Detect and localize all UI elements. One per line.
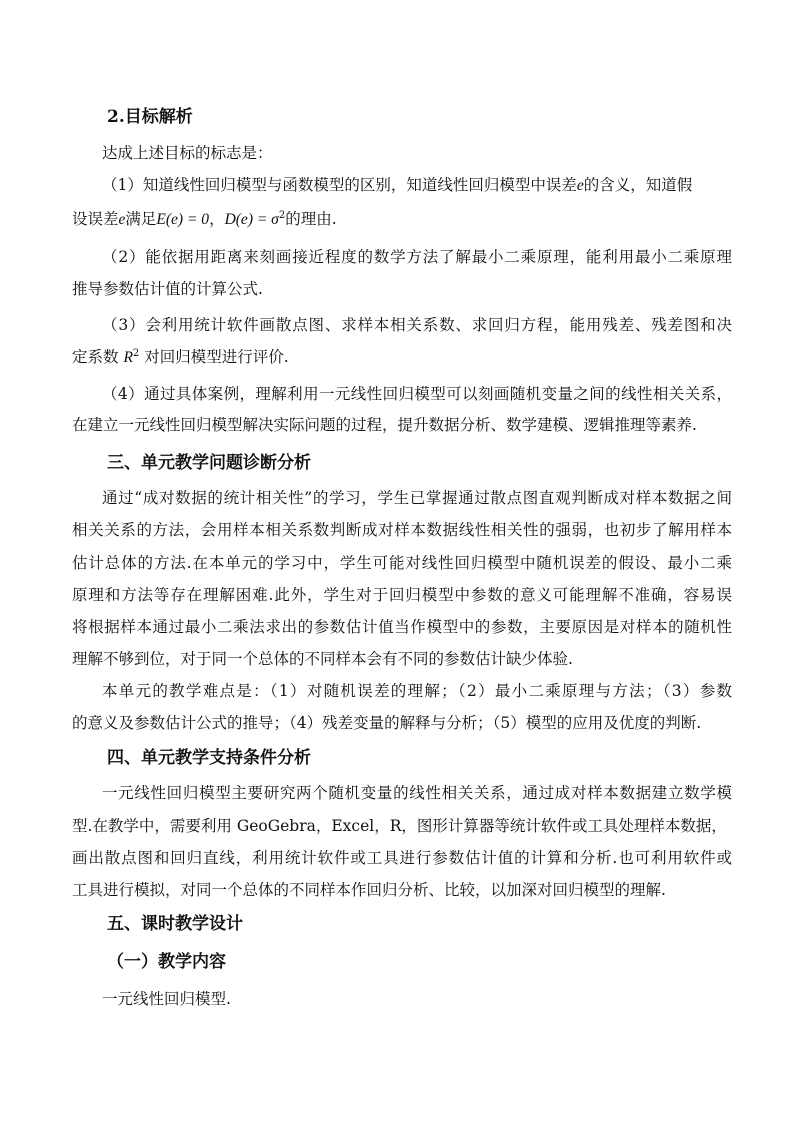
section-3-para-1-line-4: 原理和方法等存在理解困难.此外，学生对于回归模型中参数的意义可能理解不准确，容易误 bbox=[72, 586, 732, 604]
section-5-title: 五、课时教学设计 bbox=[107, 914, 243, 934]
math-superscript: 2 bbox=[278, 210, 286, 221]
math-r: R bbox=[123, 349, 133, 366]
section-3-para-1-line-2: 相关关系的方法，会用样本相关系数判断成对样本数据线性相关性的强弱，也初步了解用样本 bbox=[72, 521, 732, 539]
item-4-line-1: （4）通过具体案例，理解利用一元线性回归模型可以刻画随机变量之间的线性相关关系， bbox=[102, 385, 732, 403]
section-4-para-line-1: 一元线性回归模型主要研究两个随机变量的线性相关关系，通过成对样本数据建立数学模 bbox=[102, 784, 732, 802]
subsection-1-title: （一）教学内容 bbox=[107, 952, 226, 972]
section-3-para-2-line-2: 的意义及参数估计公式的推导；（4）残差变量的解释与分析；（5）模型的应用及优度的判断. bbox=[72, 714, 702, 732]
section-3-para-1-line-1: 通过“成对数据的统计相关性”的学习，学生已掌握通过散点图直观判断成对样本数据之间 bbox=[102, 489, 732, 507]
math-e: e bbox=[576, 177, 584, 194]
item-1-line-1: （1）知道线性回归模型与函数模型的区别，知道线性回归模型中误差e的含义，知道假 bbox=[102, 176, 693, 194]
section-3-para-1-line-5: 将根据样本通过最小二乘法求出的参数估计值当作模型中的参数，主要原因是对样本的随机性 bbox=[72, 618, 732, 636]
section-4-para-line-4: 工具进行模拟，对同一个总体的不同样本作回归分析、比较，以加深对回归模型的理解. bbox=[72, 881, 666, 899]
item-2-line-1: （2）能依据用距离来刻画接近程度的数学方法了解最小二乘原理，能利用最小二乘原理 bbox=[102, 248, 732, 266]
section-2-title: 2.目标解析 bbox=[107, 107, 193, 127]
section-3-para-1-line-3: 估计总体的方法.在本单元的学习中，学生可能对线性回归模型中随机误差的假设、最小二乘 bbox=[72, 554, 732, 572]
item-4-line-2: 在建立一元线性回归模型解决实际问题的过程，提升数据分析、数学建模、逻辑推理等素养. bbox=[72, 416, 697, 434]
section-4-title: 四、单元教学支持条件分析 bbox=[107, 748, 311, 768]
item-3-line-1: （3）会利用统计软件画散点图、求样本相关系数、求回归方程，能用残差、残差图和决 bbox=[102, 316, 732, 334]
section-3-para-1-line-6: 理解不够到位，对于同一个总体的不同样本会有不同的参数估计缺少体验. bbox=[72, 650, 573, 668]
section-3-title: 三、单元教学问题诊断分析 bbox=[107, 453, 311, 473]
section-4-para-line-2: 型.在教学中，需要利用 GeoGebra，Excel，R，图形计算器等统计软件或工具处理样本数据， bbox=[72, 817, 727, 835]
section-2-intro: 达成上述目标的标志是： bbox=[102, 144, 273, 162]
section-4-para-line-3: 画出散点图和回归直线，利用统计软件或工具进行参数估计值的计算和分析.也可利用软件或 bbox=[72, 849, 732, 867]
math-superscript: 2 bbox=[132, 348, 140, 359]
item-3-line-2: 定系数 $R^2$ 对回归模型进行评价. bbox=[72, 348, 289, 366]
item-2-line-2: 推导参数估计值的计算公式. bbox=[72, 280, 263, 298]
subsection-1-text: 一元线性回归模型. bbox=[102, 990, 231, 1008]
math-expectation: E(e) = 0 bbox=[156, 211, 210, 228]
math-e: e bbox=[118, 211, 126, 228]
item-1-line-2: 设误差e满足E(e) = 0，$D(e) = \sigma^2$的理由. bbox=[72, 210, 337, 228]
math-variance: D(e) = σ bbox=[224, 211, 279, 228]
section-3-para-2-line-1: 本单元的教学难点是：（1）对随机误差的理解；（2）最小二乘原理与方法；（3）参数 bbox=[102, 682, 732, 700]
